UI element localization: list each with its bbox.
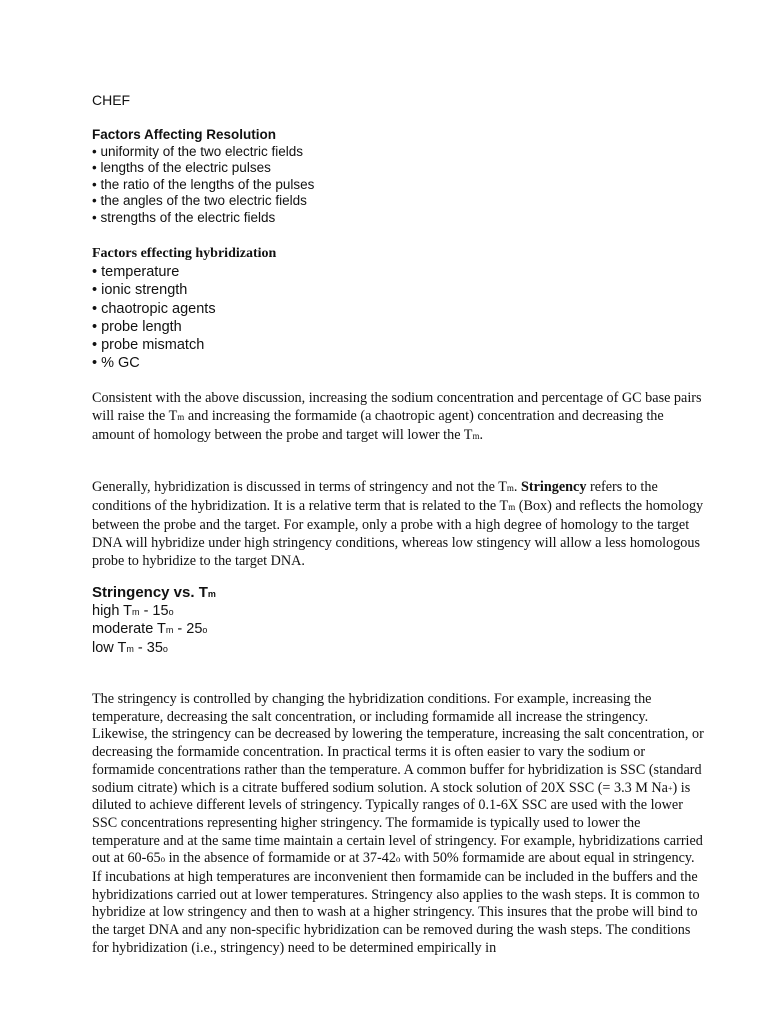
- subscript: m: [165, 625, 174, 636]
- hybridization-item: • temperature: [92, 264, 180, 281]
- superscript: +: [667, 783, 673, 793]
- resolution-item: • uniformity of the two electric fields: [92, 143, 304, 159]
- row-value: - 35: [133, 639, 163, 656]
- row-label: moderate T: [92, 621, 166, 638]
- text-run: and increasing the formamide (a chaotropic agent) concentration and decreasing the amount of homology between the probe and target will lower the T: [92, 408, 664, 443]
- resolution-item: • lengths of the electric pulses: [92, 160, 271, 176]
- text-run: .: [513, 479, 522, 495]
- text-run: with 50% formamide are about equal in stringency. If incubations at high temperatures are inconvenient then formamide can be included in the buffers and the hybridizations carried out at lower temperatures. Stringency also applies to the wash steps. It is common to hybridize at low stringency and then to wash at a higher stringency. This insures that the probe will bind to the target DNA and any non-specific hybridization can be removed during the wash steps. The conditions for hybridization (i.e., stringency) need to be determined empirically in: [92, 850, 700, 956]
- hybridization-item: • probe length: [92, 318, 182, 335]
- degree-mark: o: [160, 854, 166, 865]
- subscript: m: [508, 502, 516, 512]
- row-label: low T: [92, 639, 127, 656]
- text-run: The stringency is controlled by changing the hybridization conditions. For example, increasing the temperature, decreasing the salt concentration, or including formamide all increase the stringency. Likewise, the stringency can be decreased by lowering the temperature, increasing the salt concentration, or decreasing the formamide concentration. In practical terms it is often easier to vary the sodium or formamide concentrations rather than the temperature. A common buffer for hybridization is SSC (standard sodium citrate) which is a citrate buffered sodium solution. A stock solution of 20X SSC (= 3.3 M Na: [92, 691, 704, 796]
- paragraph-consistent: [92, 389, 704, 445]
- hybridization-item: • probe mismatch: [92, 337, 205, 354]
- degree-mark: o: [202, 625, 208, 636]
- resolution-item: • the angles of the two electric fields: [92, 193, 307, 209]
- resolution-item: • the ratio of the lengths of the pulses: [92, 176, 315, 192]
- row-value: - 15: [139, 603, 169, 620]
- text-run: Generally, hybridization is discussed in terms of stringency and not the T: [92, 479, 507, 495]
- heading-text: Stringency vs. T: [92, 584, 208, 601]
- text-run: Consistent with the above discussion, increasing the sodium concentration and percentage of GC base pairs will raise the T: [92, 390, 702, 424]
- stringency-section: [92, 584, 216, 658]
- subscript: m: [506, 483, 514, 493]
- subscript: m: [126, 643, 134, 654]
- degree-mark: o: [168, 607, 174, 618]
- subscript: m: [177, 412, 185, 422]
- resolution-heading: Factors Affecting Resolution: [92, 127, 277, 142]
- paragraph-stringency-control: [92, 691, 704, 958]
- subscript: m: [132, 607, 140, 618]
- stringency-row-moderate: [92, 621, 216, 639]
- degree-mark: o: [162, 643, 168, 654]
- hybridization-heading: Factors effecting hybridization: [92, 246, 277, 261]
- text-run: refers to the conditions of the hybridization. It is a relative term that is related to the T: [92, 479, 658, 514]
- hybridization-item: • chaotropic agents: [92, 300, 216, 317]
- degree-mark: o: [395, 854, 401, 865]
- subscript: m: [472, 431, 480, 441]
- stringency-row-high: [92, 603, 216, 621]
- text-run: in the absence of formamide or at 37-42: [165, 850, 396, 867]
- stringency-row-low: [92, 640, 216, 658]
- paragraph-stringency-definition: [92, 478, 704, 570]
- page-title: CHEF: [92, 92, 131, 108]
- text-run: .: [479, 427, 484, 443]
- row-label: high T: [92, 603, 133, 620]
- subscript: m: [207, 589, 216, 599]
- resolution-item: • strengths of the electric fields: [92, 209, 276, 225]
- row-value: - 25: [173, 621, 203, 638]
- text-run: ) is diluted to achieve different levels of stringency. Typically ranges of 0.1-6X SSC are used with the lower SSC concentrations representing higher stringency. The formamide is typically used to lower the temperature and at the same time maintain a certain level of stringency. For example, hybridizations carried out at 60-65: [92, 779, 703, 867]
- hybridization-item: • % GC: [92, 355, 140, 372]
- text-run: (Box) and reflects the homology between the probe and the target. For example, only a probe with a high degree of homology to the target DNA will hybridize under high stringency conditions, whereas low stingency will allow a less homologous probe to hybridize to the target DNA.: [92, 498, 704, 569]
- bold-term: Stringency: [521, 479, 587, 495]
- resolution-section: [92, 127, 314, 227]
- stringency-heading: [92, 584, 216, 603]
- hybridization-section: [92, 245, 276, 372]
- hybridization-item: • ionic strength: [92, 282, 188, 299]
